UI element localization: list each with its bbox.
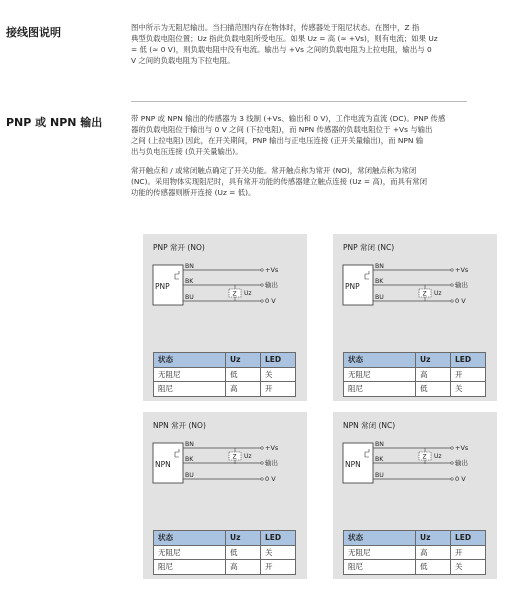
terminal-label-vs: +Vs bbox=[265, 266, 279, 274]
sensor-type-label: PNP bbox=[345, 282, 360, 291]
wire-label-bn: BN bbox=[185, 441, 194, 448]
terminal-icon bbox=[261, 284, 263, 286]
terminal-icon bbox=[261, 447, 263, 449]
load-label-z: Z bbox=[422, 290, 427, 298]
table-row bbox=[154, 382, 296, 397]
wiring-panel-1 bbox=[143, 234, 307, 401]
table-row bbox=[344, 545, 486, 560]
column-header-state: 状态 bbox=[154, 353, 226, 368]
switch-function-description bbox=[131, 165, 471, 198]
cell-state: 无阻尼 bbox=[154, 367, 226, 382]
terminal-label-0v: 0 V bbox=[455, 297, 466, 305]
table-header-row bbox=[344, 531, 486, 546]
column-header-uz: Uz bbox=[226, 531, 261, 546]
sensor-type-label: PNP bbox=[155, 282, 170, 291]
cell-led: 开 bbox=[451, 367, 486, 382]
load-label-uz: Uz bbox=[244, 290, 252, 297]
terminal-label-output: 输出 bbox=[455, 281, 468, 289]
terminal-label-vs: +Vs bbox=[455, 444, 469, 452]
load-resistor bbox=[229, 448, 252, 464]
section-divider bbox=[131, 101, 467, 102]
wire-label-bu: BU bbox=[375, 472, 384, 479]
wiring-description bbox=[131, 22, 471, 66]
text-line: 器的负载电阻位于输出与 0 V 之间 (下拉电阻)，而 NPN 传感器的负载电阻位于 +Vs 与输出 bbox=[131, 125, 433, 134]
state-table bbox=[343, 530, 486, 575]
cell-led: 关 bbox=[451, 382, 486, 397]
text-line: 之间 (上拉电阻) 因此，在开关期间，PNP 输出与正电压连接 (正开关量输出)，而 NPN 输 bbox=[131, 136, 424, 145]
sensor-type-label: NPN bbox=[345, 460, 361, 469]
cell-uz: 高 bbox=[226, 560, 261, 575]
wiring-diagram bbox=[149, 252, 299, 348]
terminal-icon bbox=[451, 284, 453, 286]
cell-led: 关 bbox=[451, 560, 486, 575]
section-title-pnp-npn: PNP 或 NPN 输出 bbox=[6, 116, 103, 129]
wiring-panel-3 bbox=[143, 412, 307, 579]
text-line: 典型负载电阻位置；Uz 指此负载电阻所受电压。如果 Uz = 高 (≈ +Vs)，则有电流；如果 Uz bbox=[131, 34, 438, 43]
cell-uz: 低 bbox=[226, 367, 261, 382]
terminal-label-output: 输出 bbox=[265, 281, 278, 289]
cell-uz: 低 bbox=[416, 382, 451, 397]
table-row bbox=[344, 560, 486, 575]
terminal-icon bbox=[261, 462, 263, 464]
cell-state: 阻尼 bbox=[344, 560, 416, 575]
table-row bbox=[154, 367, 296, 382]
terminal-icon bbox=[451, 300, 453, 302]
cell-state: 无阻尼 bbox=[344, 367, 416, 382]
cell-uz: 高 bbox=[416, 367, 451, 382]
panel-title: NPN 常开 (NO) bbox=[153, 421, 206, 430]
text-line: 功能的传感器则断开连接 (Uz = 低)。 bbox=[131, 188, 256, 197]
column-header-led: LED bbox=[261, 353, 296, 368]
cell-led: 关 bbox=[261, 367, 296, 382]
cell-led: 开 bbox=[261, 382, 296, 397]
cell-led: 开 bbox=[451, 545, 486, 560]
wire-label-bn: BN bbox=[185, 263, 194, 270]
table-row bbox=[344, 367, 486, 382]
panel-title: PNP 常开 (NO) bbox=[153, 243, 205, 252]
load-label-z: Z bbox=[232, 290, 237, 298]
cell-uz: 低 bbox=[226, 545, 261, 560]
section-title-wiring: 接线图说明 bbox=[6, 26, 61, 39]
cell-state: 阻尼 bbox=[154, 560, 226, 575]
table-header-row bbox=[344, 353, 486, 368]
wire-label-bu: BU bbox=[185, 472, 194, 479]
cell-uz: 高 bbox=[416, 545, 451, 560]
cell-state: 阻尼 bbox=[154, 382, 226, 397]
wire-label-bu: BU bbox=[375, 294, 384, 301]
wire-label-bk: BK bbox=[375, 278, 384, 285]
text-line: 带 PNP 或 NPN 输出的传感器为 3 线制 (+Vs、输出和 0 V)，工作电流为直流 (DC)。PNP 传感 bbox=[131, 114, 446, 123]
wire-label-bk: BK bbox=[185, 278, 194, 285]
cell-led: 开 bbox=[261, 560, 296, 575]
cell-state: 无阻尼 bbox=[344, 545, 416, 560]
column-header-uz: Uz bbox=[226, 353, 261, 368]
text-line: 常开触点和 / 或常闭触点确定了开关功能。常开触点称为常开 (NO)，常闭触点称为常闭 bbox=[131, 166, 417, 175]
pnp-npn-description bbox=[131, 113, 471, 157]
wire-label-bu: BU bbox=[185, 294, 194, 301]
column-header-uz: Uz bbox=[416, 531, 451, 546]
terminal-label-0v: 0 V bbox=[265, 475, 276, 483]
sensor-type-label: NPN bbox=[155, 460, 171, 469]
wire-label-bk: BK bbox=[375, 456, 384, 463]
table-header-row bbox=[154, 353, 296, 368]
wire-label-bn: BN bbox=[375, 263, 384, 270]
column-header-led: LED bbox=[451, 353, 486, 368]
column-header-uz: Uz bbox=[416, 353, 451, 368]
wiring-panel-4 bbox=[333, 412, 497, 579]
load-label-uz: Uz bbox=[434, 453, 442, 460]
panel-title: NPN 常闭 (NC) bbox=[343, 421, 396, 430]
table-row bbox=[344, 382, 486, 397]
wire-label-bk: BK bbox=[185, 456, 194, 463]
cell-state: 无阻尼 bbox=[154, 545, 226, 560]
state-table bbox=[153, 352, 296, 397]
column-header-led: LED bbox=[451, 531, 486, 546]
wiring-panel-2 bbox=[333, 234, 497, 401]
load-label-z: Z bbox=[232, 453, 237, 461]
wire-label-bn: BN bbox=[375, 441, 384, 448]
panel-title: PNP 常闭 (NC) bbox=[343, 243, 395, 252]
text-line: 出与负电压连接 (负开关量输出)。 bbox=[131, 147, 243, 156]
column-header-state: 状态 bbox=[344, 353, 416, 368]
load-resistor bbox=[419, 285, 442, 301]
terminal-label-vs: +Vs bbox=[265, 444, 279, 452]
terminal-label-vs: +Vs bbox=[455, 266, 469, 274]
terminal-icon bbox=[451, 478, 453, 480]
load-label-uz: Uz bbox=[244, 453, 252, 460]
text-line: (NC)。采用物体实现阻尼时，具有常开功能的传感器建立触点连接 (Uz = 高)，而具有常闭 bbox=[131, 177, 428, 186]
text-line: V 之间的负载电阻为下拉电阻。 bbox=[131, 56, 235, 65]
terminal-label-output: 输出 bbox=[265, 459, 278, 467]
text-line: 图中所示为无阻尼输出。当扫描范围内存在物体时，传感器处于阻尼状态。在图中，Z 指 bbox=[131, 23, 420, 32]
cell-uz: 低 bbox=[416, 560, 451, 575]
load-resistor bbox=[419, 448, 442, 464]
terminal-icon bbox=[451, 269, 453, 271]
table-header-row bbox=[154, 531, 296, 546]
terminal-icon bbox=[261, 478, 263, 480]
terminal-icon bbox=[261, 269, 263, 271]
load-resistor bbox=[229, 285, 252, 301]
terminal-label-0v: 0 V bbox=[455, 475, 466, 483]
column-header-state: 状态 bbox=[344, 531, 416, 546]
load-label-z: Z bbox=[422, 453, 427, 461]
cell-led: 关 bbox=[261, 545, 296, 560]
state-table bbox=[153, 530, 296, 575]
wiring-diagram bbox=[339, 252, 489, 348]
table-row bbox=[154, 560, 296, 575]
cell-uz: 高 bbox=[226, 382, 261, 397]
load-label-uz: Uz bbox=[434, 290, 442, 297]
text-line: = 低 (≈ 0 V)，则负载电阻中没有电流。输出与 +Vs 之间的负载电阻为上拉电阻，输出与 0 bbox=[131, 45, 432, 54]
terminal-icon bbox=[451, 462, 453, 464]
terminal-label-output: 输出 bbox=[455, 459, 468, 467]
column-header-state: 状态 bbox=[154, 531, 226, 546]
state-table bbox=[343, 352, 486, 397]
wiring-diagram bbox=[149, 430, 299, 526]
terminal-icon bbox=[261, 300, 263, 302]
table-row bbox=[154, 545, 296, 560]
terminal-icon bbox=[451, 447, 453, 449]
terminal-label-0v: 0 V bbox=[265, 297, 276, 305]
cell-state: 阻尼 bbox=[344, 382, 416, 397]
column-header-led: LED bbox=[261, 531, 296, 546]
wiring-diagram bbox=[339, 430, 489, 526]
